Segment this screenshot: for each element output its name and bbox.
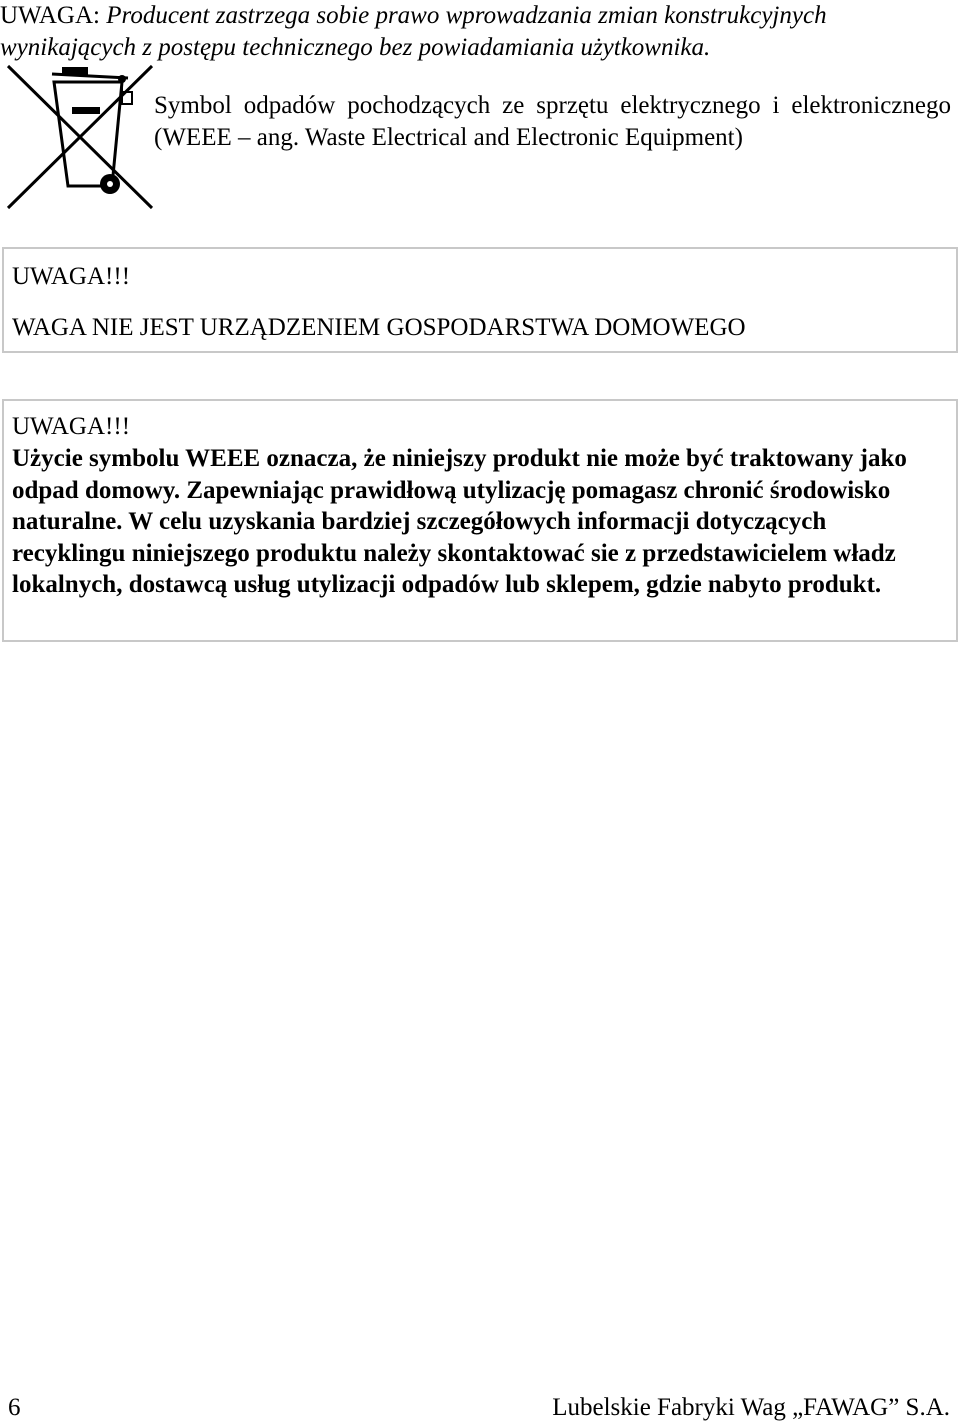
household-warning-title: UWAGA!!! — [12, 263, 131, 290]
notice-text: Producent zastrzega sobie prawo wprowadzania zmian konstrukcyjnych wynikających z postępu technicznego bez powiadamiania użytkownika. — [0, 2, 827, 61]
weee-description: Symbol odpadów pochodzących ze sprzętu elektrycznego i elektronicznego (WEEE – ang. Waste Electrical and Electronic Equipment) — [154, 92, 951, 151]
manufacturer-notice — [0, 0, 952, 64]
weee-warning-box — [2, 399, 958, 642]
page-number: 6 — [8, 1394, 21, 1421]
page-footer — [8, 1393, 950, 1423]
household-warning-box — [2, 247, 958, 353]
weee-warning-title: UWAGA!!! — [12, 413, 131, 440]
notice-label: UWAGA: — [0, 2, 100, 29]
crossed-out-wheelie-bin-icon — [6, 62, 154, 210]
weee-warning-text: Użycie symbolu WEEE oznacza, że niniejszy produkt nie może być traktowany jako odpad domowy. Zapewniając prawidłową utylizację pomagasz chronić środowisko naturalne. W celu uzyskania bardziej szczegółowych informacji dotyczących recyklingu niniejszego produktu należy skontaktować sie z przedstawicielem władz lokalnych, dostawcą usług utylizacji odpadów lub sklepem, gdzie nabyto produkt. — [12, 445, 907, 598]
company-name: Lubelskie Fabryki Wag „FAWAG” S.A. — [552, 1394, 950, 1421]
household-warning-text: WAGA NIE JEST URZĄDZENIEM GOSPODARSTWA DOMOWEGO — [12, 314, 746, 341]
